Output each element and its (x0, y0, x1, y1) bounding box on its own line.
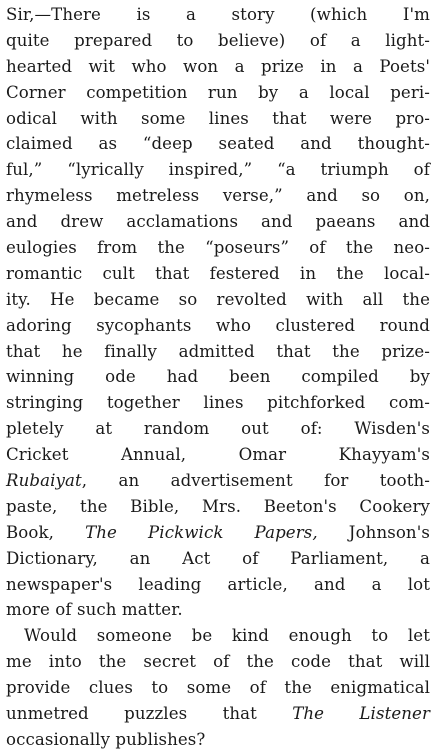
text-line (6, 106, 430, 132)
text-run: provide clues to some of the enigmatical (6, 678, 430, 698)
text-run: pletely at random out of: Wisden's (6, 419, 430, 439)
text-run: hearted wit who won a prize in a Poets' (6, 56, 430, 76)
text-line (6, 313, 430, 339)
text-line (6, 675, 430, 701)
text-run: Cricket Annual, Omar Khayyam's (6, 445, 430, 465)
text-run: ity. He became so revolted with all the (6, 289, 430, 309)
text-line (6, 235, 430, 261)
text-line (6, 623, 430, 649)
text-line (6, 157, 430, 183)
text-run: Sir,—There is a story (which I'm (6, 5, 430, 24)
italic-title: The Pickwick Papers, (85, 522, 318, 542)
text-run: quite prepared to believe) of a light- (6, 30, 430, 50)
paragraph (6, 2, 430, 623)
text-line (6, 649, 430, 675)
text-line (6, 2, 430, 28)
text-run: claimed as “deep seated and thought- (6, 134, 430, 154)
text-line (6, 364, 430, 390)
text-run: winning ode had been compiled by (6, 367, 430, 387)
text-line (6, 80, 430, 106)
text-run: adoring sycophants who clustered round (6, 315, 430, 335)
text-run: paste, the Bible, Mrs. Beeton's Cookery (6, 496, 430, 516)
text-run: , an advertisement for tooth- (81, 471, 430, 491)
text-line (6, 54, 430, 80)
text-line (6, 339, 430, 365)
text-run: Book, (6, 522, 86, 542)
text-line (6, 28, 430, 54)
text-line (6, 572, 430, 598)
text-run: stringing together lines pitchforked com- (6, 393, 430, 413)
text-line (6, 494, 430, 520)
text-line (6, 468, 430, 494)
text-line (6, 287, 430, 313)
text-run: newspaper's leading article, and a lot (6, 574, 430, 594)
italic-title: The Listener (292, 704, 430, 724)
text-line (6, 261, 430, 287)
text-line (6, 183, 430, 209)
text-line (6, 597, 430, 623)
text-run: that he finally admitted that the prize- (6, 341, 430, 361)
text-line (6, 442, 430, 468)
letter-body (6, 2, 430, 753)
italic-title: Rubaiyat (6, 471, 82, 491)
text-run: unmetred puzzles that (6, 704, 293, 724)
text-run: ful,” “lyrically inspired,” “a triumph of (6, 160, 430, 180)
text-line (6, 416, 430, 442)
text-line (6, 390, 430, 416)
paragraph (6, 623, 430, 752)
text-run: eulogies from the “poseurs” of the neo- (6, 238, 430, 258)
text-run: me into the secret of the code that will (6, 652, 430, 672)
text-run: romantic cult that festered in the local- (6, 263, 430, 283)
text-run: rhymeless metreless verse,” and so on, (6, 186, 430, 206)
text-run: Johnson's (317, 522, 430, 542)
text-line (6, 209, 430, 235)
text-line (6, 546, 430, 572)
text-run: Dictionary, an Act of Parliament, a (6, 548, 430, 568)
text-line (6, 131, 430, 157)
text-line (6, 520, 430, 546)
text-run: Corner competition run by a local peri- (6, 82, 430, 102)
text-run: more of such matter. (6, 600, 183, 620)
text-run: and drew acclamations and paeans and (6, 212, 430, 232)
text-run: Would someone be kind enough to let (24, 626, 430, 646)
text-run: occasionally publishes? (6, 729, 206, 749)
text-line (6, 701, 430, 727)
text-run: odical with some lines that were pro- (6, 108, 430, 128)
text-line (6, 727, 430, 753)
